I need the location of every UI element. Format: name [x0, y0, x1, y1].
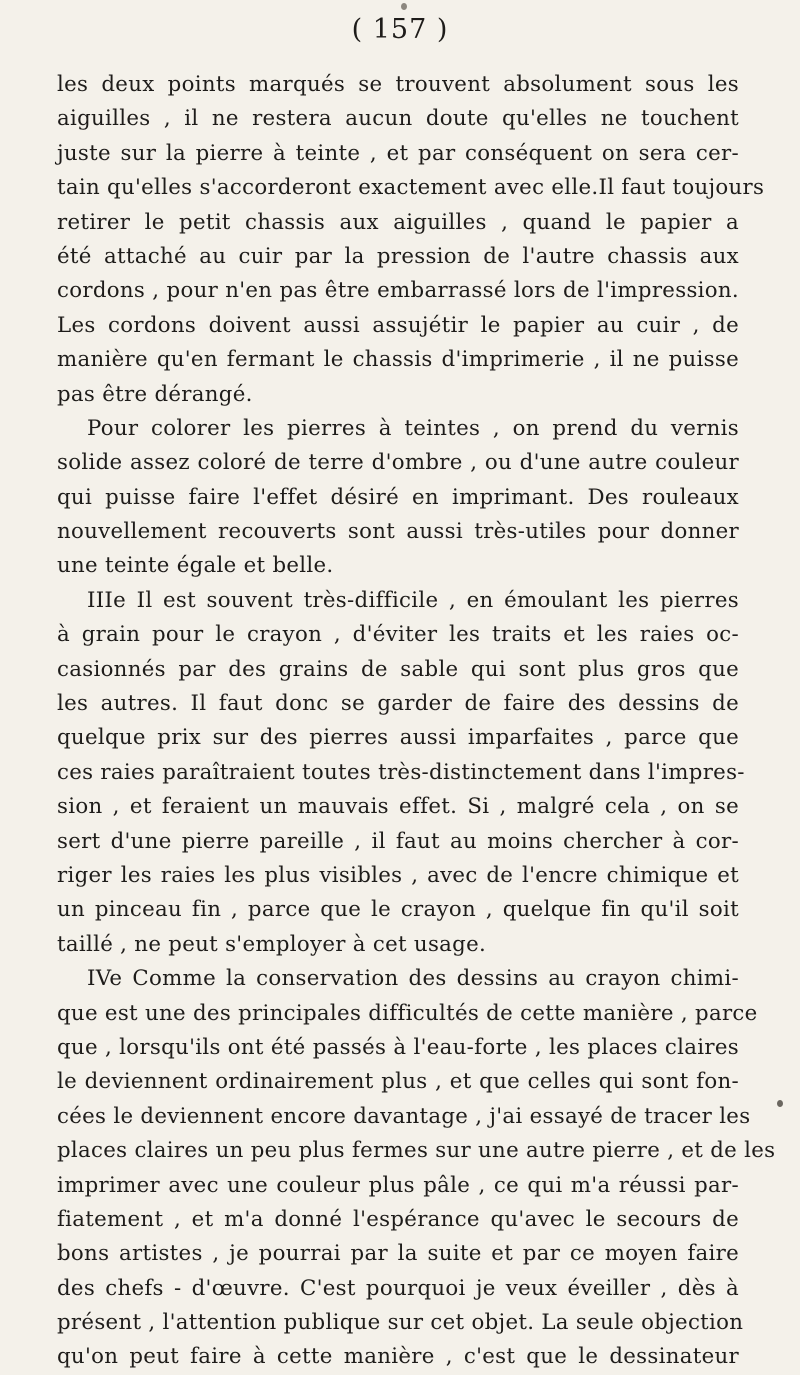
text-line: les deux points marqués se trouvent absolument sous les [57, 72, 739, 97]
text-line: IIIe Il est souvent très-difficile , en émoulant les pierres [87, 587, 739, 613]
text-line: qui puisse faire l'effet désiré en imprimant. Des rouleaux [57, 484, 739, 510]
text-line: des chefs - d'œuvre. C'est pourquoi je veux éveiller , dès à [57, 1275, 739, 1301]
ink-speck [777, 1100, 783, 1107]
text-line: casionnés par des grains de sable qui sont plus gros que [57, 656, 739, 682]
ink-speck [401, 3, 407, 10]
text-line: été attaché au cuir par la pression de l'autre chassis aux [57, 243, 739, 269]
text-line: cées le deviennent encore davantage , j'ai essayé de tracer les [57, 1103, 751, 1129]
text-line: présent , l'attention publique sur cet objet. La seule objection [57, 1310, 744, 1336]
text-line: un pinceau fin , parce que le crayon , quelque fin qu'il soit [57, 897, 739, 923]
text-line: que est une des principales difficultés de cette manière , parce [57, 1000, 758, 1026]
text-line: à grain pour le crayon , d'éviter les traits et les raies oc- [57, 622, 739, 648]
text-line: imprimer avec une couleur plus pâle , ce qui m'a réussi par- [57, 1172, 739, 1198]
text-line: solide assez coloré de terre d'ombre , ou d'une autre couleur [57, 450, 739, 476]
text-line: taillé , ne peut s'employer à cet usage. [57, 931, 487, 957]
text-line: IVe Comme la conservation des dessins au crayon chimi- [87, 966, 739, 992]
text-line: aiguilles , il ne restera aucun doute qu'elles ne touchent [57, 106, 739, 132]
body-text [57, 68, 776, 1375]
text-line: que , lorsqu'ils ont été passés à l'eau-forte , les places claires [57, 1034, 739, 1060]
text-line: une teinte égale et belle. [57, 553, 334, 579]
text-line: manière qu'en fermant le chassis d'imprimerie , il ne puisse [57, 347, 739, 373]
text-line: quelque prix sur des pierres aussi imparfaites , parce que [57, 725, 739, 751]
text-line: tain qu'elles s'accorderont exactement avec elle.Il faut toujours [57, 175, 765, 201]
text-line: Pour colorer les pierres à teintes , on prend du vernis [87, 415, 739, 441]
text-line: pas être dérangé. [57, 381, 253, 407]
text-line: Les cordons doivent aussi assujétir le papier au cuir , de [57, 312, 739, 338]
text-line: bons artistes , je pourrai par la suite et par ce moyen faire [57, 1241, 739, 1267]
text-line: qu'on peut faire à cette manière , c'est que le dessinateur [57, 1344, 739, 1370]
text-line: les autres. Il faut donc se garder de faire des dessins de [57, 691, 739, 717]
text-line: cordons , pour n'en pas être embarrassé lors de l'impression. [57, 278, 739, 304]
text-line: nouvellement recouverts sont aussi très-utiles pour donner [57, 519, 739, 545]
text-line: retirer le petit chassis aux aiguilles , quand le papier a [57, 209, 739, 235]
text-line: sion , et feraient un mauvais effet. Si , malgré cela , on se [57, 794, 739, 820]
page-number: ( 157 ) [351, 14, 449, 45]
text-line: places claires un peu plus fermes sur une autre pierre , et de les [57, 1138, 776, 1164]
text-line: le deviennent ordinairement plus , et que celles qui sont fon- [57, 1069, 739, 1095]
text-line: ces raies paraîtraient toutes très-distinctement dans l'impres- [57, 759, 745, 785]
text-line: sert d'une pierre pareille , il faut au moins chercher à cor- [57, 828, 739, 854]
text-line: juste sur la pierre à teinte , et par conséquent on sera cer- [57, 140, 739, 166]
text-line: fiatement , et m'a donné l'espérance qu'avec le secours de [57, 1206, 739, 1232]
text-line: riger les raies les plus visibles , avec de l'encre chimique et [57, 862, 739, 888]
